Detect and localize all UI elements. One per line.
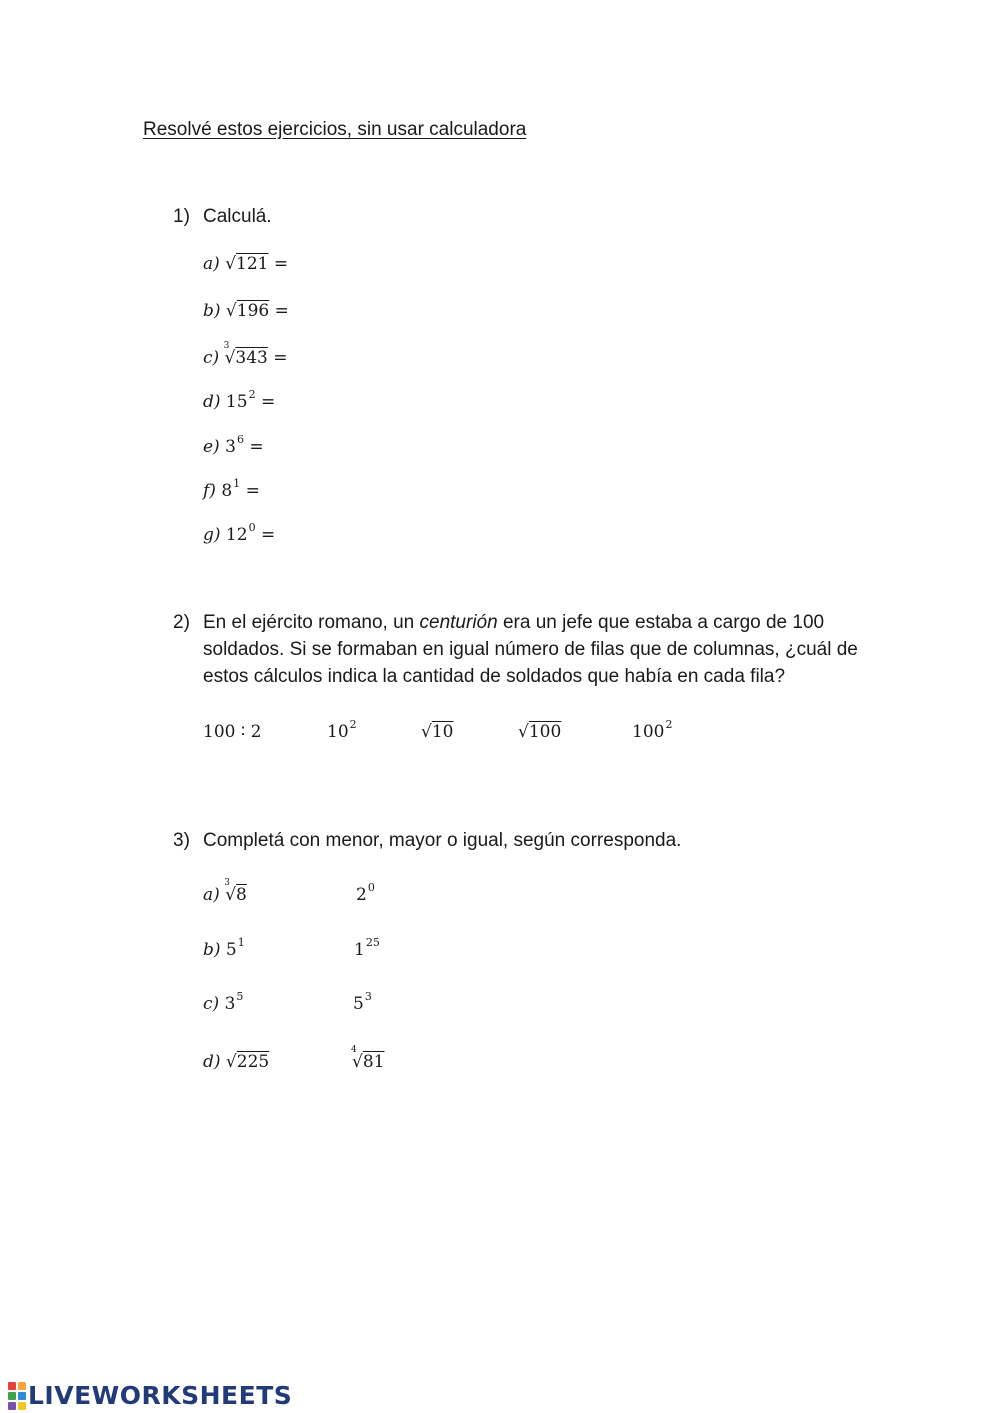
power-base: 3 [224, 994, 236, 1014]
text-segment: En el ejército romano, un [203, 612, 420, 633]
exercise-1-prompt: Calculá. [203, 206, 272, 227]
power-base: 1 [354, 940, 365, 960]
power-exponent: 2 [665, 718, 673, 732]
item-label: d) [203, 1052, 221, 1072]
power-base: 15 [225, 392, 248, 412]
exercise-3-number: 3) [173, 830, 190, 851]
item-label: a) [203, 885, 220, 905]
option-2 [327, 718, 357, 742]
power-base: 5 [353, 994, 364, 1014]
cube-root: 3 √8 [224, 878, 247, 905]
square-root: √10 [421, 722, 454, 742]
option-5 [632, 718, 673, 742]
ex3-item-a-left [203, 878, 247, 905]
item-label: c) [203, 348, 220, 368]
fourth-root: 4 √81 [351, 1045, 385, 1072]
ex1-item-f [203, 477, 260, 501]
radicand: 225 [236, 1052, 270, 1072]
ex1-item-b [203, 301, 289, 321]
ex3-item-b-right [354, 936, 380, 960]
exercise-2-text [203, 609, 883, 690]
power-exponent: 25 [365, 936, 380, 950]
ex1-item-g [203, 521, 276, 545]
square-root: √225 [225, 1052, 270, 1072]
ex3-item-c-right [353, 990, 372, 1014]
italic-term: centurión [419, 612, 498, 633]
radicand: 10 [431, 722, 454, 742]
power-exponent: 3 [364, 990, 372, 1004]
power-exponent: 0 [367, 881, 375, 895]
power-exponent: 2 [349, 718, 357, 732]
exercise-3-prompt: Completá con menor, mayor o igual, según corresponda. [203, 830, 682, 851]
item-label: b) [203, 940, 221, 960]
power-exponent: 5 [236, 990, 244, 1004]
radicand: 100 [528, 722, 562, 742]
ex3-item-d-right [351, 1045, 385, 1072]
equals-sign: = [249, 437, 264, 457]
power-exponent: 0 [248, 521, 256, 535]
power-exponent: 1 [233, 477, 241, 491]
item-label: a) [203, 254, 220, 274]
item-label: b) [203, 301, 221, 321]
item-label: e) [203, 437, 220, 457]
item-label: g) [203, 525, 221, 545]
power-exponent: 6 [236, 433, 244, 447]
liveworksheets-logo[interactable] [8, 1381, 292, 1410]
ex1-item-e [203, 433, 264, 457]
power-exponent: 2 [248, 388, 256, 402]
equals-sign: = [260, 392, 276, 412]
item-label: f) [203, 481, 216, 501]
radicand: 8 [236, 885, 247, 905]
radicand: 121 [236, 254, 269, 274]
radicand: 81 [362, 1052, 385, 1072]
option-4 [518, 722, 561, 742]
text-segment: era un jefe que estaba a cargo de 100 soldados. Si se formaban en igual número de filas que de columnas, ¿cuál de estos cálculos indica la cantidad de soldados que había en cada fila? [203, 612, 858, 687]
root-index: 4 [351, 1045, 357, 1055]
ex3-item-a-right [356, 881, 375, 905]
exercise-1-number: 1) [173, 206, 190, 227]
power-base: 10 [327, 722, 349, 742]
power-base: 3 [225, 437, 236, 457]
ex3-item-d-left [203, 1052, 269, 1072]
ex1-item-c [203, 341, 288, 368]
radicand: 196 [236, 301, 270, 321]
equals-sign: = [273, 254, 289, 274]
power-base: 100 [632, 722, 665, 742]
root-index: 3 [223, 341, 230, 351]
power-exponent: 1 [237, 936, 245, 950]
equals-sign: = [245, 481, 260, 501]
logo-blocks-icon [8, 1382, 26, 1410]
root-index: 3 [224, 878, 230, 888]
ex3-item-c-left [203, 990, 244, 1014]
cube-root: 3 √343 [223, 341, 268, 368]
logo-text: LIVEWORKSHEETS [28, 1381, 293, 1410]
item-label: c) [203, 994, 220, 1014]
option-3 [421, 722, 453, 742]
power-base: 12 [225, 525, 248, 545]
option-1: 100 ∶ 2 [203, 722, 262, 742]
equals-sign: = [260, 525, 276, 545]
power-base: 8 [221, 481, 233, 501]
item-label: d) [203, 392, 221, 412]
power-base: 2 [356, 885, 367, 905]
ex1-item-a [203, 254, 288, 274]
equals-sign: = [273, 348, 288, 368]
equals-sign: = [274, 301, 289, 321]
radicand: 343 [235, 348, 268, 368]
exercise-2-number: 2) [173, 612, 190, 633]
square-root: √196 [225, 301, 270, 321]
page-title: Resolvé estos ejercicios, sin usar calculadora [143, 119, 527, 140]
ex1-item-d [203, 388, 276, 412]
square-root: √100 [518, 722, 562, 742]
square-root: √121 [225, 254, 269, 274]
power-base: 5 [225, 940, 237, 960]
ex3-item-b-left [203, 936, 245, 960]
